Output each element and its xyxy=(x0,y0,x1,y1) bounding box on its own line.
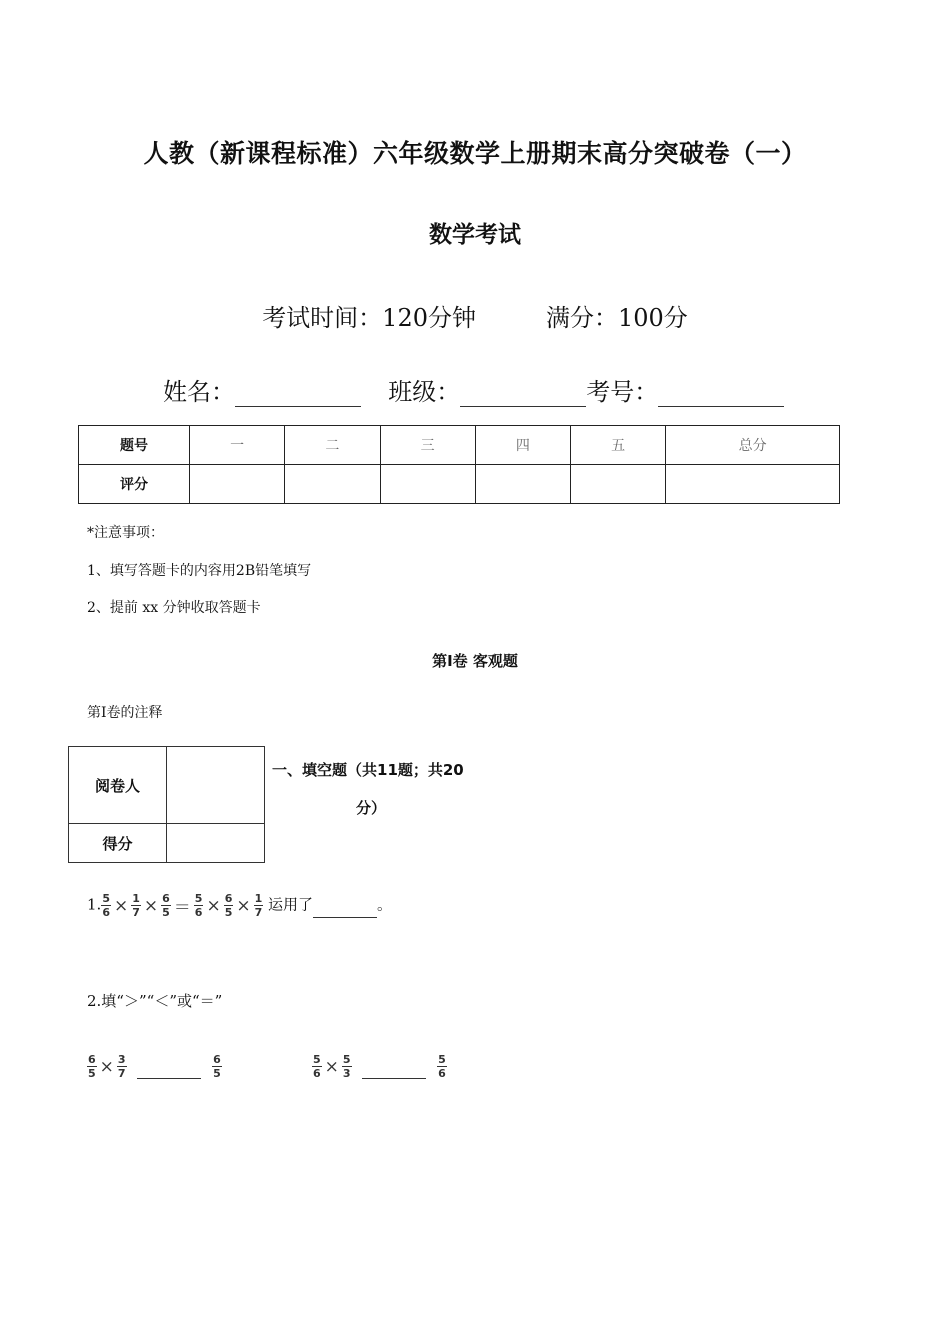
note-item-1: 1、填写答题卡的内容用2B铅笔填写 xyxy=(87,563,312,579)
score-col-total: 总分 xyxy=(666,426,840,465)
number-label: 考号： xyxy=(586,378,659,406)
fraction: $\frac{6}{5}$ xyxy=(162,892,170,919)
section-note: 第Ⅰ卷的注释 xyxy=(87,705,163,721)
fraction: $\frac{1}{7}$ xyxy=(132,892,140,919)
reviewer-field[interactable] xyxy=(167,747,265,824)
score-table xyxy=(78,425,840,504)
exam-info xyxy=(0,298,950,333)
times-sign: × xyxy=(236,895,251,916)
score-table-score-row xyxy=(79,465,840,504)
score-table-row1-label: 题号 xyxy=(79,426,190,465)
question-1-number: 1. xyxy=(87,895,102,914)
fraction: $\frac{6}{5}$ xyxy=(213,1053,221,1080)
name-field[interactable] xyxy=(235,380,361,407)
fill-section-title xyxy=(272,751,464,827)
times-sign: × xyxy=(113,895,129,916)
score-col-2: 二 xyxy=(285,426,380,465)
fraction: $\frac{5}{6}$ xyxy=(438,1053,446,1080)
question-1-answer-blank[interactable] xyxy=(313,903,377,918)
reviewer-score-label: 得分 xyxy=(69,824,167,863)
fraction: $\frac{5}{6}$ xyxy=(102,892,110,919)
class-label: 班级： xyxy=(388,378,461,406)
full-score: 满分：100分 xyxy=(546,304,688,332)
reviewer-score-field[interactable] xyxy=(167,824,265,863)
score-cell-3[interactable] xyxy=(380,465,475,504)
number-field[interactable] xyxy=(658,380,784,407)
score-col-3: 三 xyxy=(380,426,475,465)
score-cell-1[interactable] xyxy=(190,465,285,504)
class-field[interactable] xyxy=(460,380,586,407)
score-cell-4[interactable] xyxy=(475,465,570,504)
section-title: 第Ⅰ卷 客观题 xyxy=(432,652,518,670)
fraction: $\frac{5}{6}$ xyxy=(313,1053,321,1080)
question-2-right-blank[interactable] xyxy=(362,1064,426,1079)
question-2-left-blank[interactable] xyxy=(137,1064,201,1079)
fraction: $\frac{3}{7}$ xyxy=(117,1053,126,1080)
page-title: 人教（新课程标准）六年级数学上册期末高分突破卷（一） xyxy=(143,139,807,168)
times-sign: × xyxy=(99,1056,114,1077)
fill-section-title-line1: 一、填空题（共11题；共20 xyxy=(272,761,464,779)
note-item-2: 2、提前 xx 分钟收取答题卡 xyxy=(87,600,261,616)
name-label: 姓名： xyxy=(163,378,235,406)
score-cell-5[interactable] xyxy=(571,465,666,504)
question-1 xyxy=(87,893,392,918)
score-cell-2[interactable] xyxy=(285,465,380,504)
times-sign: × xyxy=(206,895,221,916)
fraction: $\frac{6}{5}$ xyxy=(224,892,233,919)
page-subtitle: 数学考试 xyxy=(429,222,521,248)
score-table-row2-label: 评分 xyxy=(79,465,190,504)
score-col-4: 四 xyxy=(475,426,570,465)
reviewer-table xyxy=(68,746,265,863)
times-sign: × xyxy=(143,895,159,916)
score-col-1: 一 xyxy=(190,426,285,465)
fraction: $\frac{6}{5}$ xyxy=(88,1053,96,1080)
fraction: $\frac{5}{6}$ xyxy=(194,892,203,919)
exam-time: 考试时间：120分钟 xyxy=(262,304,476,332)
notes-heading: *注意事项： xyxy=(87,525,164,541)
times-sign: × xyxy=(324,1056,339,1077)
reviewer-label: 阅卷人 xyxy=(69,747,167,824)
fraction: $\frac{5}{3}$ xyxy=(342,1053,351,1080)
fill-section-title-line2: 分） xyxy=(356,799,387,817)
score-cell-total[interactable] xyxy=(666,465,840,504)
question-1-end: 。 xyxy=(377,895,393,914)
fraction: $\frac{1}{7}$ xyxy=(254,892,263,919)
equals-sign: ＝ xyxy=(173,898,191,918)
student-info-line xyxy=(163,372,784,407)
score-col-5: 五 xyxy=(571,426,666,465)
question-2-left-expr xyxy=(87,1054,222,1079)
question-2-text: 2.填“＞”“＜”或“＝” xyxy=(87,992,223,1010)
question-2-right-expr xyxy=(312,1054,447,1079)
score-table-header-row xyxy=(79,426,840,465)
question-1-suffix: 运用了 xyxy=(268,895,314,914)
